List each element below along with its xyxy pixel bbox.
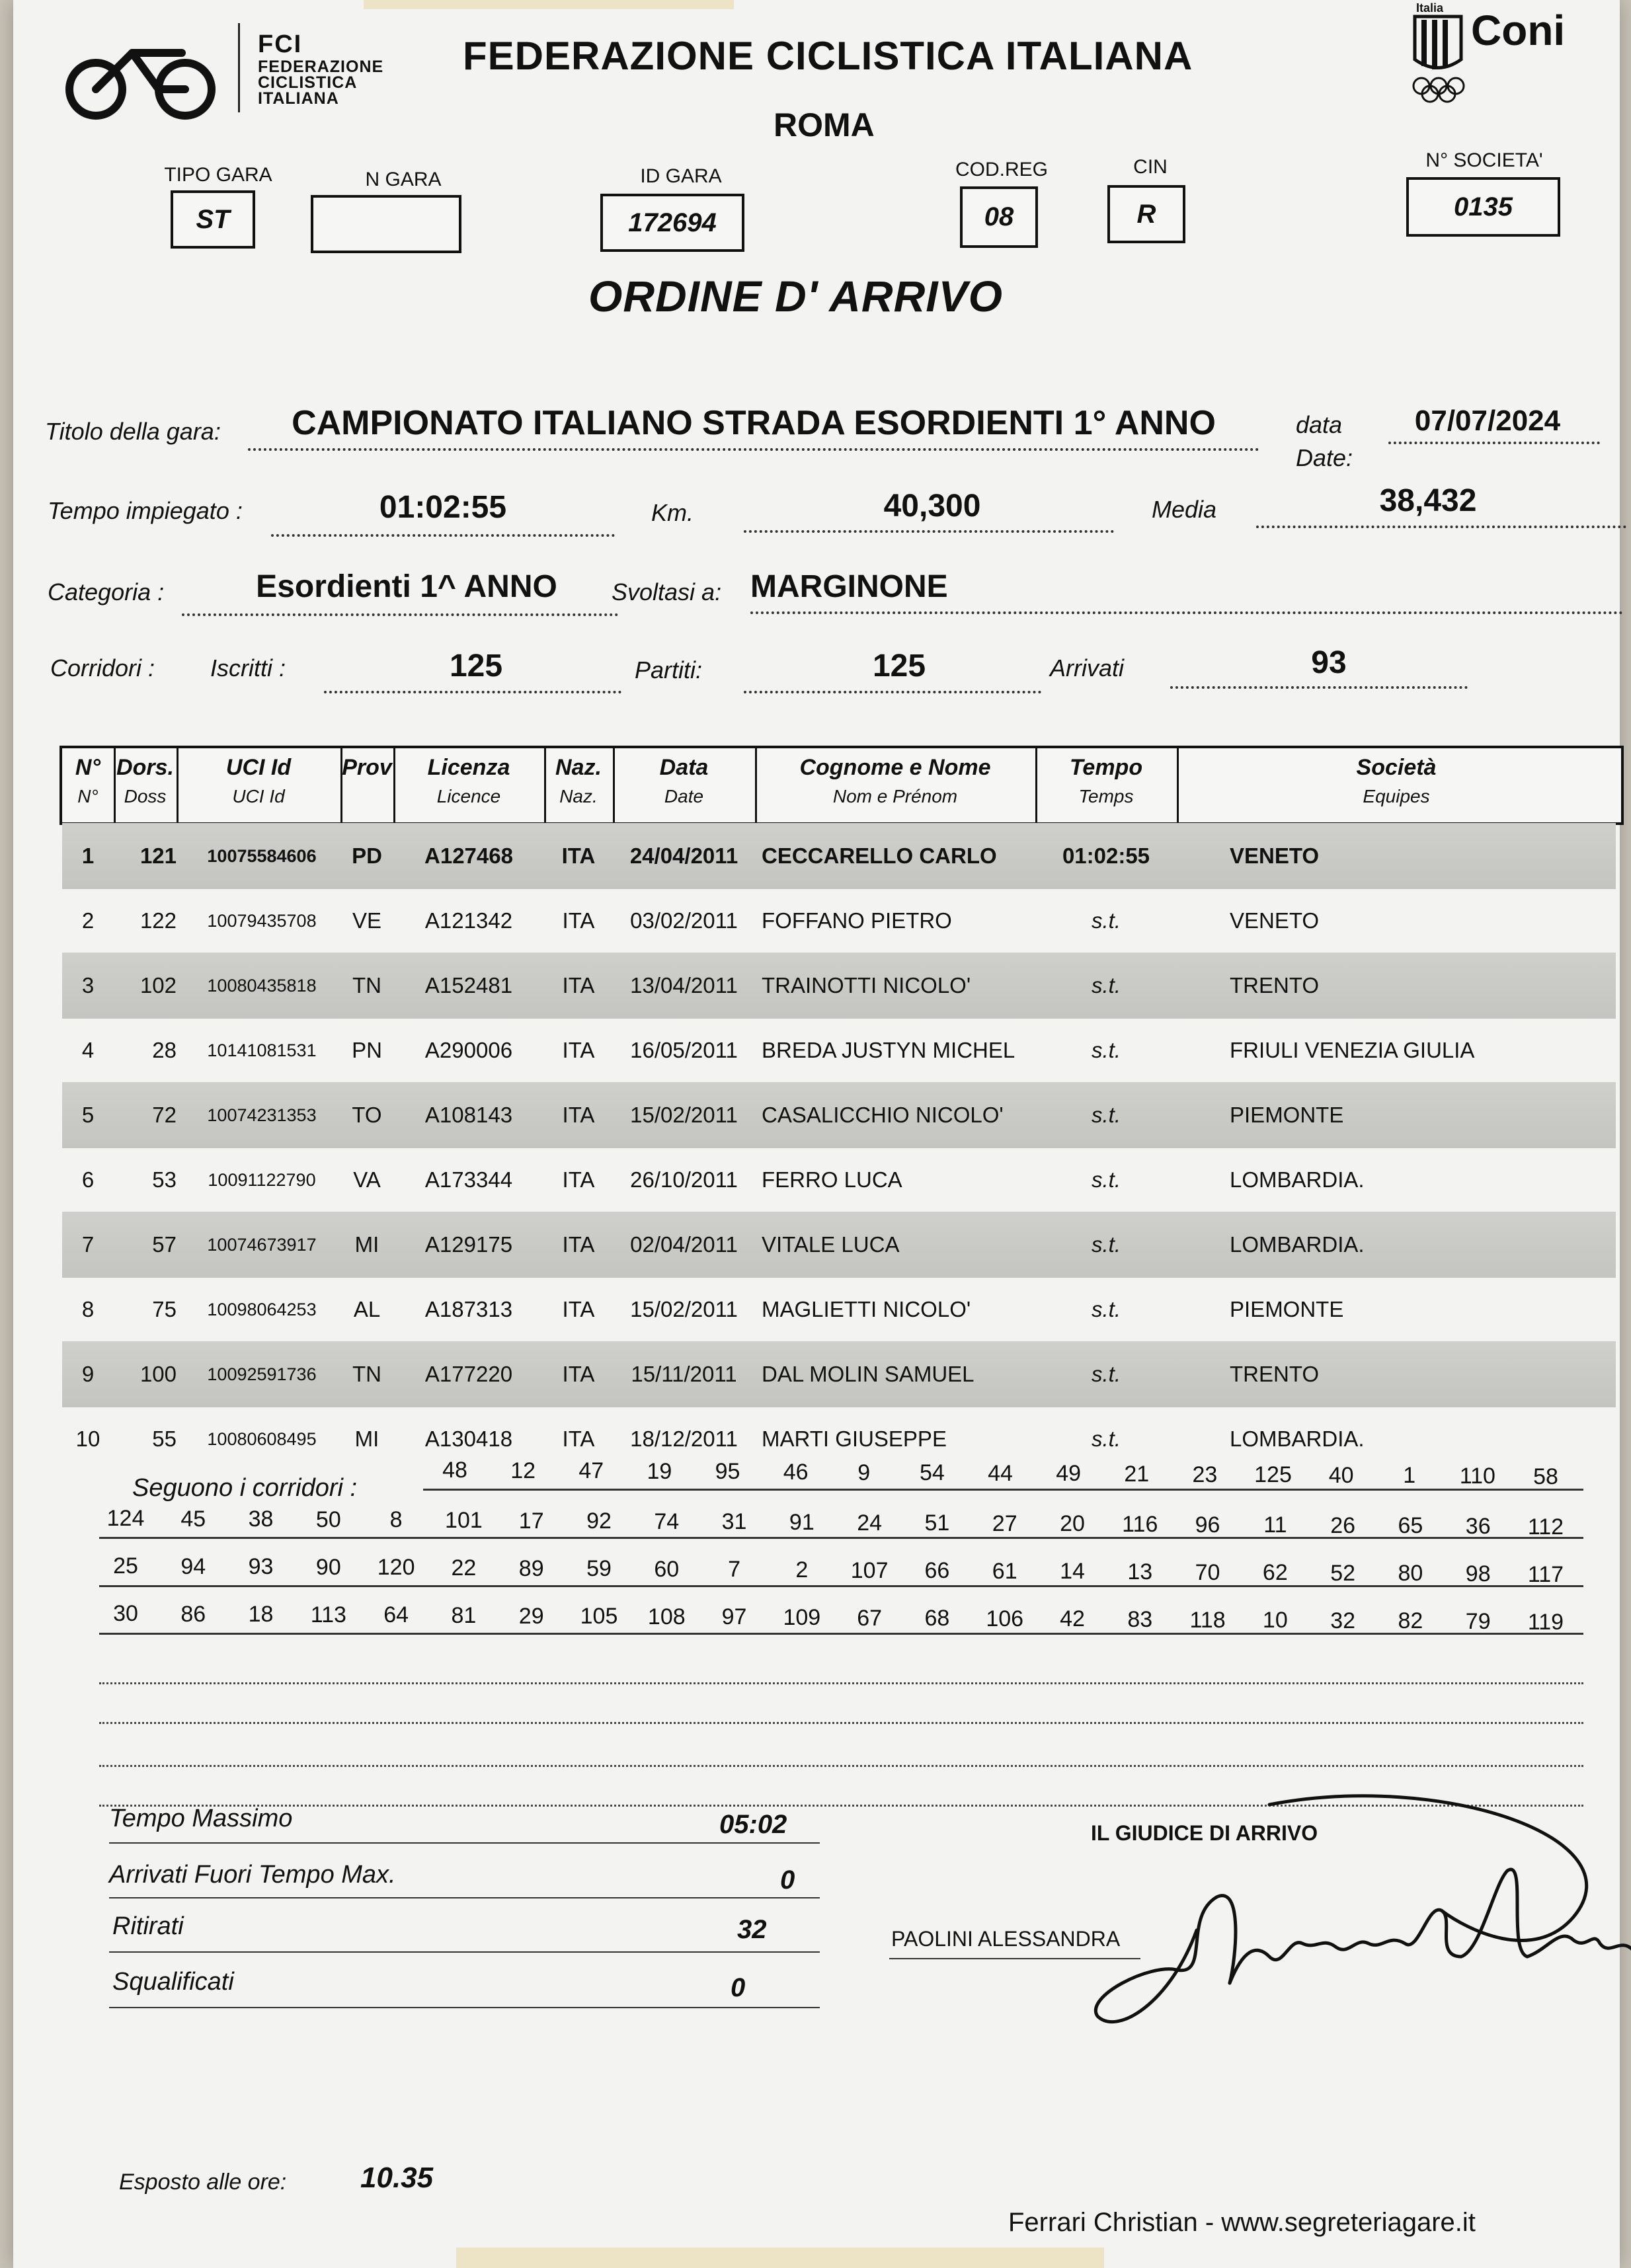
- following-rider-number: 120: [377, 1555, 415, 1581]
- tempo-max-value: 05:02: [719, 1810, 787, 1839]
- cod-reg-box: 08: [960, 186, 1038, 248]
- cell-soc: FRIULI VENEZIA GIULIA: [1230, 1038, 1475, 1062]
- cell-soc: LOMBARDIA.: [1230, 1427, 1365, 1451]
- following-rider-number: 81: [451, 1603, 477, 1628]
- categoria-value: Esordienti 1^ ANNO: [256, 569, 557, 604]
- cell-nome: CECCARELLO CARLO: [762, 843, 997, 868]
- following-rider-number: 9: [857, 1460, 871, 1485]
- blank-line-2: [99, 1722, 1583, 1724]
- cell-uci: 10141081531: [207, 1040, 317, 1060]
- tipo-gara-label: TIPO GARA: [164, 164, 272, 186]
- following-rider-number: 47: [578, 1458, 604, 1484]
- following-rider-number: 40: [1328, 1462, 1354, 1488]
- fci-full-2: CICLISTICA: [258, 73, 358, 92]
- cell-prov: TN: [352, 973, 381, 997]
- cell-lic: A129175: [424, 1232, 513, 1257]
- cell-soc: PIEMONTE: [1230, 1103, 1344, 1127]
- following-rider-number: 110: [1459, 1464, 1495, 1489]
- cell-nome: TRAINOTTI NICOLO': [762, 973, 971, 997]
- footer-credit: Ferrari Christian - www.segreteriagare.it: [1008, 2208, 1476, 2237]
- table-row: [62, 1276, 1616, 1343]
- cell-data: 03/02/2011: [630, 908, 738, 933]
- document-sheet: [13, 0, 1620, 2268]
- cell-data: 15/02/2011: [630, 1103, 738, 1127]
- following-rider-number: 1: [1403, 1463, 1416, 1489]
- race-date: 07/07/2024: [1414, 405, 1561, 437]
- dots-km: [744, 530, 1114, 533]
- cell-nome: BREDA JUSTYN MICHEL: [762, 1038, 1015, 1062]
- cell-lic: A177220: [424, 1362, 513, 1386]
- dots-titolo: [248, 448, 1259, 451]
- following-rider-number: 95: [715, 1459, 740, 1485]
- following-rider-number: 51: [924, 1510, 950, 1536]
- following-rider-number: 79: [1465, 1609, 1491, 1634]
- media-label: Media: [1152, 496, 1217, 523]
- following-rider-number: 7: [728, 1557, 741, 1583]
- tape-bottom: [456, 2248, 1104, 2268]
- cell-lic: A121342: [424, 908, 513, 933]
- following-rider-number: 48: [442, 1458, 467, 1483]
- following-rider-number: 94: [180, 1553, 206, 1579]
- following-rider-number: 36: [1465, 1514, 1491, 1539]
- cell-n: 3: [81, 973, 95, 997]
- blank-line-1: [99, 1682, 1583, 1684]
- col-tempo: Tempo Temps: [1035, 748, 1179, 822]
- cell-n: 9: [81, 1362, 95, 1386]
- cell-prov: PN: [352, 1038, 382, 1062]
- coni-logo-icon: [1408, 0, 1620, 112]
- following-rider-number: 54: [919, 1460, 945, 1486]
- cell-uci: 10074673917: [207, 1235, 317, 1255]
- judge-signature-icon: [1071, 1785, 1631, 2049]
- cell-dors: 121: [139, 843, 177, 868]
- following-rider-number: 97: [721, 1604, 747, 1630]
- coni-text: Coni: [1471, 7, 1566, 54]
- cell-lic: A290006: [424, 1038, 513, 1062]
- partiti-label: Partiti:: [635, 656, 703, 684]
- following-rider-number: 86: [180, 1601, 206, 1627]
- following-rider-number: 8: [389, 1507, 403, 1533]
- cell-prov: TO: [352, 1103, 382, 1127]
- cell-dors: 75: [152, 1297, 177, 1321]
- following-rider-number: 113: [310, 1602, 346, 1627]
- cell-data: 18/12/2011: [630, 1427, 738, 1451]
- following-rider-number: 96: [1195, 1512, 1220, 1538]
- svoltasi-label: Svoltasi a:: [612, 578, 722, 606]
- iscritti-label: Iscritti :: [210, 654, 286, 682]
- following-rider-number: 70: [1195, 1559, 1220, 1585]
- following-rider-number: 108: [647, 1604, 686, 1629]
- cell-uci: 10080608495: [207, 1429, 317, 1449]
- id-gara-label: ID GARA: [640, 165, 722, 187]
- following-rider-number: 92: [586, 1508, 612, 1534]
- cell-soc: TRENTO: [1230, 973, 1320, 997]
- n-gara-box: [311, 195, 461, 253]
- cell-tempo: s.t.: [1091, 973, 1121, 997]
- cell-prov: AL: [353, 1297, 381, 1321]
- cell-data: 02/04/2011: [630, 1232, 738, 1257]
- cell-uci: 10074231353: [207, 1105, 317, 1125]
- cell-soc: VENETO: [1230, 908, 1320, 933]
- tempo-max-label: Tempo Massimo: [109, 1805, 293, 1832]
- cell-data: 26/10/2011: [630, 1167, 738, 1192]
- cell-naz: ITA: [562, 1232, 595, 1257]
- arrivati-label: Arrivati: [1050, 654, 1125, 682]
- cell-naz: ITA: [561, 843, 596, 868]
- n-gara-label: N GARA: [365, 169, 442, 190]
- table-row: [62, 953, 1616, 1019]
- following-rider-number: 12: [510, 1458, 536, 1483]
- data-label: data: [1296, 411, 1343, 438]
- arrivati-value: 93: [1311, 645, 1347, 680]
- cod-reg-label: COD.REG: [955, 159, 1048, 180]
- race-title: CAMPIONATO ITALIANO STRADA ESORDIENTI 1° ANNO: [292, 404, 1216, 442]
- fuori-tempo-value: 0: [780, 1865, 795, 1895]
- cell-uci: 10092591736: [207, 1364, 317, 1384]
- seguono-line-2: [99, 1537, 1583, 1539]
- ritirati-line: [109, 1951, 820, 1953]
- squalificati-label: Squalificati: [112, 1968, 234, 1996]
- cell-uci: 10091122790: [208, 1170, 316, 1190]
- corridori-label: Corridori :: [50, 654, 155, 682]
- following-rider-number: 67: [857, 1605, 883, 1631]
- cell-naz: ITA: [562, 1103, 595, 1127]
- squalificati-value: 0: [731, 1973, 746, 2002]
- cell-tempo: s.t.: [1091, 908, 1121, 933]
- cell-nome: CASALICCHIO NICOLO': [762, 1103, 1004, 1127]
- cell-lic: A152481: [424, 973, 513, 997]
- cell-uci: 10080435818: [207, 976, 317, 996]
- document-title: ORDINE D' ARRIVO: [588, 272, 1003, 321]
- col-dors: Dors. Doss: [114, 748, 179, 822]
- following-rider-number: 66: [924, 1558, 950, 1584]
- following-rider-number: 14: [1060, 1559, 1085, 1584]
- iscritti-value: 125: [449, 648, 503, 684]
- cell-naz: ITA: [562, 908, 595, 933]
- cell-naz: ITA: [562, 1362, 595, 1386]
- cell-n: 8: [81, 1297, 95, 1321]
- seguono-line-4: [99, 1633, 1583, 1635]
- cell-soc: TRENTO: [1230, 1362, 1320, 1386]
- table-row: [62, 1017, 1616, 1083]
- media-value: 38,432: [1379, 483, 1477, 518]
- cell-naz: ITA: [562, 1038, 595, 1062]
- federation-title: FEDERAZIONE CICLISTICA ITALIANA: [463, 34, 1193, 78]
- cell-prov: MI: [354, 1232, 379, 1257]
- cell-dors: 102: [139, 973, 177, 997]
- col-uci: UCI Id UCI Id: [177, 748, 342, 822]
- table-row: [62, 1082, 1616, 1148]
- dots-date: [1388, 442, 1600, 444]
- cell-uci: 10075584606: [207, 846, 317, 866]
- cell-naz: ITA: [562, 1167, 595, 1192]
- cell-prov: TN: [352, 1362, 381, 1386]
- cell-soc: LOMBARDIA.: [1230, 1232, 1365, 1257]
- cell-naz: ITA: [562, 1297, 595, 1321]
- cell-prov: VA: [353, 1167, 381, 1192]
- dots-arrivati: [1170, 686, 1468, 689]
- cell-n: 5: [81, 1103, 95, 1127]
- cell-dors: 122: [139, 908, 177, 933]
- fci-full-3: ITALIANA: [258, 89, 339, 108]
- coni-italia: Italia: [1416, 1, 1444, 15]
- following-rider-number: 46: [783, 1460, 809, 1485]
- cin-label: CIN: [1133, 156, 1168, 178]
- following-rider-number: 89: [518, 1555, 544, 1581]
- following-rider-number: 18: [248, 1602, 274, 1627]
- following-rider-number: 119: [1527, 1609, 1564, 1635]
- esposto-value: 10.35: [360, 2162, 434, 2194]
- following-rider-number: 59: [586, 1556, 612, 1582]
- cell-data: 15/02/2011: [630, 1297, 738, 1321]
- cell-uci: 10079435708: [207, 911, 317, 931]
- following-rider-number: 19: [647, 1458, 672, 1484]
- tape-top: [364, 0, 734, 9]
- following-rider-number: 91: [789, 1510, 815, 1535]
- cell-soc: VENETO: [1230, 843, 1320, 868]
- following-rider-number: 24: [857, 1510, 883, 1536]
- blank-line-3: [99, 1765, 1583, 1767]
- dots-tempo: [271, 534, 615, 537]
- cell-prov: MI: [354, 1427, 379, 1451]
- following-rider-number: 62: [1262, 1560, 1288, 1586]
- categoria-label: Categoria :: [48, 578, 165, 606]
- following-rider-number: 82: [1398, 1608, 1423, 1634]
- following-rider-number: 64: [383, 1602, 409, 1628]
- cell-nome: MAGLIETTI NICOLO': [762, 1297, 971, 1321]
- cell-tempo: s.t.: [1091, 1038, 1121, 1062]
- fci-logo-icon: [60, 26, 225, 126]
- following-rider-number: 74: [654, 1508, 680, 1534]
- fci-full-1: FEDERAZIONE: [258, 58, 384, 76]
- cell-soc: LOMBARDIA.: [1230, 1167, 1365, 1192]
- following-rider-number: 17: [518, 1508, 544, 1534]
- cell-dors: 57: [152, 1232, 177, 1257]
- cell-tempo: s.t.: [1091, 1362, 1121, 1386]
- following-rider-number: 61: [992, 1558, 1017, 1584]
- cell-data: 15/11/2011: [631, 1362, 737, 1386]
- following-rider-number: 98: [1465, 1561, 1491, 1586]
- following-rider-number: 105: [580, 1604, 618, 1629]
- col-data: Data Date: [613, 748, 757, 822]
- dots-categoria: [182, 613, 618, 616]
- tempo-max-line: [109, 1842, 820, 1844]
- cell-tempo: s.t.: [1091, 1297, 1121, 1321]
- following-rider-number: 83: [1127, 1607, 1153, 1632]
- cell-prov: VE: [352, 908, 382, 933]
- fci-logo-text: [258, 30, 383, 106]
- cell-tempo: s.t.: [1091, 1167, 1121, 1192]
- cell-dors: 72: [152, 1103, 177, 1127]
- following-rider-number: 116: [1122, 1512, 1158, 1537]
- following-rider-number: 32: [1330, 1608, 1356, 1633]
- cell-n: 4: [81, 1038, 95, 1062]
- following-rider-number: 80: [1398, 1561, 1423, 1586]
- following-rider-number: 124: [106, 1506, 145, 1531]
- following-rider-number: 118: [1189, 1607, 1226, 1633]
- following-rider-number: 30: [113, 1601, 138, 1626]
- partiti-value: 125: [872, 648, 926, 684]
- cell-data: 16/05/2011: [630, 1038, 738, 1062]
- squalificati-line: [109, 2007, 820, 2008]
- following-rider-number: 52: [1330, 1560, 1356, 1586]
- following-rider-number: 107: [850, 1557, 889, 1583]
- titolo-label: Titolo della gara:: [45, 418, 221, 445]
- fuori-tempo-line: [109, 1897, 820, 1898]
- logo-separator: [238, 23, 240, 112]
- fuori-tempo-label: Arrivati Fuori Tempo Max.: [109, 1861, 396, 1889]
- cell-lic: A130418: [424, 1427, 513, 1451]
- following-rider-number: 13: [1127, 1559, 1153, 1584]
- cell-n: 6: [81, 1167, 95, 1192]
- km-label: Km.: [651, 499, 694, 526]
- cell-dors: 28: [152, 1038, 177, 1062]
- judge-name: PAOLINI ALESSANDRA: [891, 1927, 1121, 1951]
- following-rider-number: 125: [1254, 1462, 1292, 1488]
- cell-data: 24/04/2011: [629, 843, 738, 868]
- cell-n: 2: [81, 908, 95, 933]
- col-naz: Naz. Naz.: [544, 748, 615, 822]
- following-rider-number: 45: [180, 1506, 206, 1532]
- esposto-label: Esposto alle ore:: [119, 2170, 287, 2195]
- cell-nome: DAL MOLIN SAMUEL: [762, 1362, 975, 1386]
- cell-n: 7: [81, 1232, 95, 1257]
- following-rider-number: 60: [654, 1556, 680, 1582]
- table-row: [62, 1341, 1616, 1407]
- following-rider-number: 2: [795, 1557, 809, 1583]
- cell-lic: A127468: [424, 843, 513, 868]
- following-rider-number: 117: [1527, 1561, 1564, 1587]
- cell-lic: A173344: [424, 1167, 513, 1192]
- id-gara-box: 172694: [600, 194, 744, 252]
- col-n: N° N°: [62, 748, 116, 822]
- dots-svoltasi: [750, 611, 1623, 614]
- seguono-line-1: [423, 1489, 1583, 1491]
- date-label: Date:: [1296, 444, 1353, 471]
- cell-nome: FOFFANO PIETRO: [762, 908, 952, 933]
- following-rider-number: 11: [1263, 1512, 1287, 1538]
- tempo-label: Tempo impiegato :: [48, 497, 243, 524]
- cell-tempo: s.t.: [1091, 1427, 1121, 1451]
- judge-title: IL GIUDICE DI ARRIVO: [1091, 1821, 1318, 1845]
- following-rider-number: 20: [1060, 1511, 1085, 1537]
- table-row: [62, 1212, 1616, 1278]
- tipo-gara-box: ST: [171, 190, 255, 249]
- cell-n: 10: [75, 1427, 100, 1451]
- table-row: [62, 1147, 1616, 1213]
- ritirati-value: 32: [737, 1915, 767, 1944]
- following-rider-number: 21: [1124, 1462, 1150, 1487]
- col-prov: Prov: [340, 748, 395, 822]
- cell-tempo: 01:02:55: [1062, 843, 1150, 868]
- cell-naz: ITA: [562, 973, 595, 997]
- cell-nome: VITALE LUCA: [762, 1232, 900, 1257]
- dots-partiti: [744, 691, 1041, 693]
- following-rider-number: 101: [445, 1508, 483, 1533]
- svoltasi-value: MARGINONE: [750, 569, 948, 604]
- seguono-label: Seguono i corridori :: [132, 1474, 358, 1502]
- following-rider-number: 38: [248, 1506, 274, 1532]
- cell-soc: PIEMONTE: [1230, 1297, 1344, 1321]
- dots-iscritti: [324, 691, 621, 693]
- col-societa: Società Equipes: [1356, 755, 1437, 806]
- following-rider-number: 65: [1398, 1513, 1423, 1539]
- col-licenza: Licenza Licence: [393, 748, 546, 822]
- following-rider-number: 42: [1060, 1606, 1085, 1632]
- km-value: 40,300: [883, 489, 981, 524]
- following-rider-number: 27: [992, 1510, 1017, 1536]
- following-rider-number: 109: [783, 1605, 821, 1630]
- societa-label: N° SOCIETA': [1425, 149, 1543, 171]
- col-nome: Cognome e Nome Nom e Prénom: [755, 748, 1037, 822]
- following-rider-number: 22: [451, 1555, 477, 1581]
- cell-nome: MARTI GIUSEPPE: [762, 1427, 947, 1451]
- following-rider-number: 106: [986, 1606, 1024, 1631]
- cell-tempo: s.t.: [1091, 1103, 1121, 1127]
- cell-dors: 53: [152, 1167, 177, 1192]
- following-rider-number: 26: [1330, 1512, 1356, 1538]
- societa-box: 0135: [1406, 177, 1560, 237]
- ritirati-label: Ritirati: [112, 1912, 184, 1940]
- federation-city: ROMA: [774, 106, 875, 143]
- cell-n: 1: [81, 843, 95, 868]
- cell-dors: 100: [139, 1362, 177, 1386]
- cell-nome: FERRO LUCA: [762, 1167, 902, 1192]
- fci-abbr: FCI: [258, 30, 303, 58]
- cin-box: R: [1107, 185, 1185, 243]
- table-row: [62, 888, 1616, 954]
- cell-data: 13/04/2011: [630, 973, 738, 997]
- following-rider-number: 23: [1192, 1462, 1218, 1487]
- following-rider-number: 112: [1527, 1514, 1564, 1540]
- tempo-impiegato: 01:02:55: [379, 490, 507, 525]
- table-row: [62, 823, 1616, 889]
- cell-uci: 10098064253: [207, 1300, 317, 1319]
- following-rider-number: 93: [248, 1554, 274, 1580]
- results-table-header: [60, 746, 1624, 825]
- following-rider-number: 10: [1262, 1608, 1288, 1633]
- cell-tempo: s.t.: [1091, 1232, 1121, 1257]
- following-rider-number: 50: [315, 1506, 341, 1532]
- following-rider-number: 58: [1533, 1464, 1558, 1489]
- cell-dors: 55: [152, 1427, 177, 1451]
- following-rider-number: 29: [518, 1603, 544, 1629]
- cell-naz: ITA: [562, 1427, 595, 1451]
- following-rider-number: 25: [113, 1553, 138, 1579]
- cell-lic: A108143: [424, 1103, 513, 1127]
- cell-prov: PD: [352, 843, 382, 868]
- following-rider-number: 44: [988, 1460, 1013, 1486]
- following-rider-number: 68: [924, 1606, 950, 1631]
- following-rider-number: 49: [1056, 1461, 1082, 1487]
- seguono-line-3: [99, 1585, 1583, 1587]
- following-rider-number: 90: [315, 1554, 341, 1580]
- cell-lic: A187313: [424, 1297, 513, 1321]
- following-rider-number: 31: [721, 1509, 747, 1535]
- dots-media: [1256, 526, 1626, 528]
